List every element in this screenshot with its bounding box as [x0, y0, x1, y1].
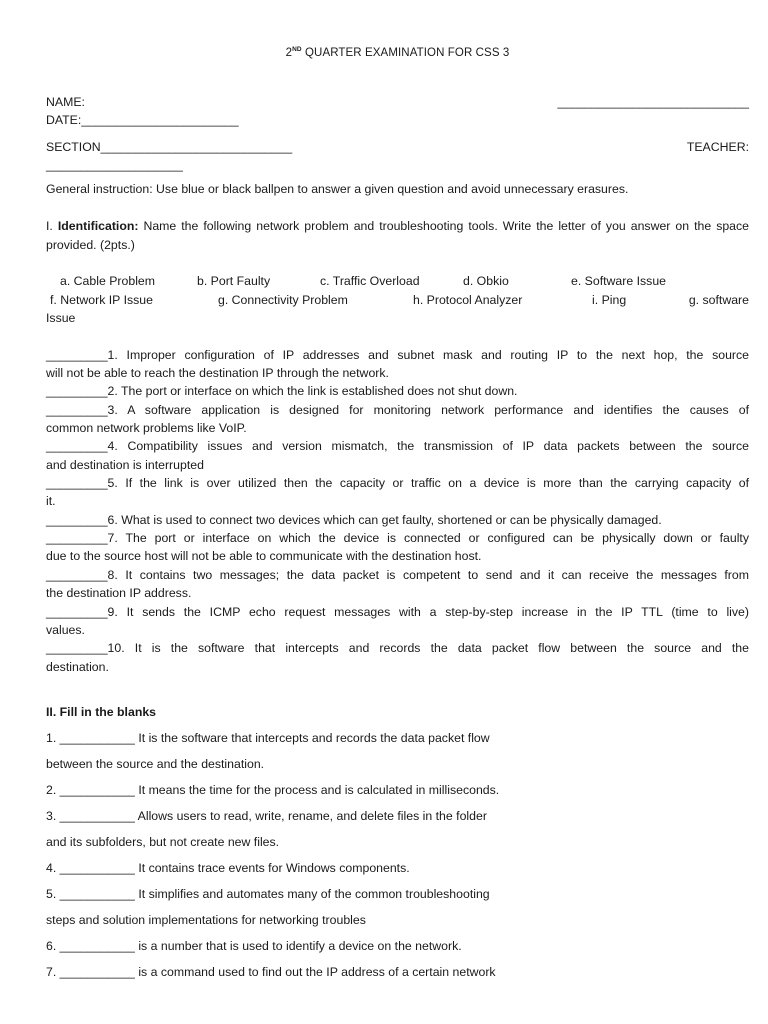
exam-page: [46, 0, 749, 1024]
item-8-line-2: the destination IP address.: [46, 586, 192, 600]
part1-prefix: I.: [46, 219, 58, 233]
fill-3-line-1: 3. ___________ Allows users to read, write, rename, and delete files in the folder: [46, 809, 487, 823]
choice-c: c. Traffic Overload: [320, 274, 420, 288]
choice-g2: g. software: [688, 293, 749, 307]
part2-heading: II. Fill in the blanks: [46, 705, 157, 719]
title-superscript: ND: [292, 46, 302, 53]
choices-row-1: [46, 272, 749, 290]
item-3-line-1: _________3. A software application is designed for monitoring network performance and identifies the causes of: [46, 403, 749, 417]
item-6-line-1: _________6. What is used to connect two devices which can get faulty, shortened or can be physically damaged.: [46, 513, 662, 527]
part1-instruction-text: Name the following network problem and troubleshooting tools. Write the letter of you answer on the space provided. (2pts.): [46, 219, 750, 252]
choice-d: d. Obkio: [463, 274, 509, 288]
fill-3-line-2: and its subfolders, but not create new files.: [46, 835, 280, 849]
choice-b: b. Port Faulty: [197, 274, 271, 288]
choice-f: f. Network IP Issue: [50, 293, 153, 307]
date-field: [46, 111, 239, 129]
item-8-line-1: _________8. It contains two messages; the data packet is competent to send and it can receive the messages from: [46, 568, 749, 582]
name-label: NAME:: [46, 95, 85, 109]
part1-heading: Identification:: [57, 219, 139, 233]
exam-title: [46, 46, 749, 59]
name-blank: ____________________________: [557, 95, 749, 109]
item-5-line-1: _________5. If the link is over utilized then the capacity or traffic on a device is more than the carrying capacity of: [46, 476, 749, 490]
choice-a: a. Cable Problem: [60, 274, 156, 288]
date-label: DATE:: [46, 113, 82, 127]
section-blank: ____________________________: [100, 140, 293, 154]
item-7-line-2: due to the source host will not be able to communicate with the destination host.: [46, 549, 482, 563]
choice-h: h. Protocol Analyzer: [413, 293, 523, 307]
fill-6: 6. ___________ is a number that is used to identify a device on the network.: [46, 939, 462, 953]
teacher-label: TEACHER:: [686, 140, 749, 154]
fill-1-line-2: between the source and the destination.: [46, 757, 265, 771]
fill-2: 2. ___________ It means the time for the process and is calculated in milliseconds.: [46, 783, 500, 797]
item-1-line-1: _________1. Improper configuration of IP addresses and subnet mask and routing IP to the next hop, the source: [46, 348, 749, 362]
part1-instruction: [46, 217, 749, 254]
item-10-line-2: destination.: [46, 660, 109, 674]
fill-1-line-1: 1. ___________ It is the software that intercepts and records the data packet flow: [46, 731, 490, 745]
title-text: QUARTER EXAMINATION FOR CSS 3: [301, 47, 510, 59]
item-3-line-2: common network problems like VoIP.: [46, 421, 247, 435]
fill-5-line-1: 5. ___________ It simplifies and automates many of the common troubleshooting: [46, 887, 490, 901]
fill-7: 7. ___________ is a command used to find out the IP address of a certain network: [46, 965, 496, 979]
item-4-line-1: _________4. Compatibility issues and version mismatch, the transmission of IP data packets between the source: [46, 439, 749, 453]
item-5-line-2: it.: [46, 494, 56, 508]
section-label: SECTION: [46, 140, 101, 154]
choice-g: g. Connectivity Problem: [218, 293, 348, 307]
item-1-line-2: will not be able to reach the destination IP through the network.: [46, 366, 389, 380]
teacher-blank: ____________________: [46, 158, 183, 172]
choices-row-2: [46, 291, 749, 309]
choices-row-3: [46, 309, 749, 327]
item-7-line-1: _________7. The port or interface on which the device is connected or configured can be physically down or faulty: [46, 531, 749, 545]
date-blank: _______________________: [81, 113, 239, 127]
item-4-line-2: and destination is interrupted: [46, 458, 204, 472]
item-2-line-1: _________2. The port or interface on which the link is established does not shut down.: [46, 384, 518, 398]
choice-i: i. Ping: [592, 293, 627, 307]
title-number: 2: [285, 47, 293, 59]
section-field: [46, 138, 292, 156]
item-9-line-1: _________9. It sends the ICMP echo request messages with a step-by-step increase in the IP TTL (time to live): [46, 605, 749, 619]
fill-4: 4. ___________ It contains trace events for Windows components.: [46, 861, 410, 875]
item-9-line-2: values.: [46, 623, 85, 637]
general-instruction: General instruction: Use blue or black ballpen to answer a given question and avoid unnecessary erasures.: [46, 182, 629, 196]
item-10-line-1: _________10. It is the software that intercepts and records the data packet flow between the source and the: [46, 641, 749, 655]
choice-g2-cont: Issue: [46, 311, 76, 325]
choice-e: e. Software Issue: [571, 274, 667, 288]
fill-5-line-2: steps and solution implementations for networking troubles: [46, 913, 366, 927]
